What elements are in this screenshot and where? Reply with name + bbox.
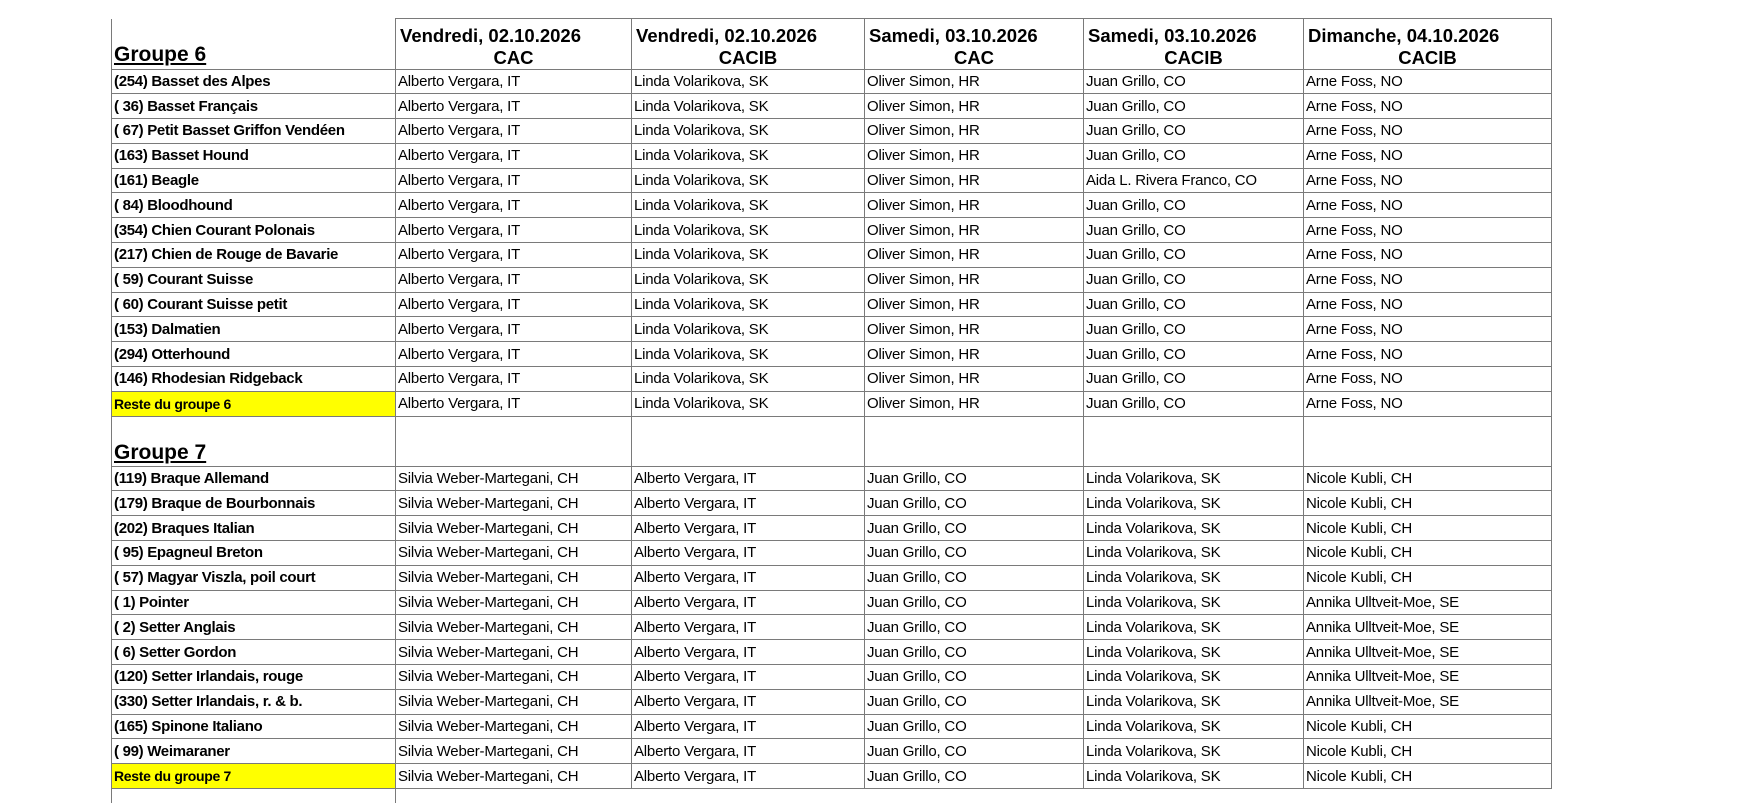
rest-of-group-cell: Reste du groupe 7	[112, 764, 396, 789]
spacer-cell	[1304, 789, 1552, 803]
spacer-cell	[865, 416, 1084, 437]
judge-cell: Linda Volarikova, SK	[1084, 739, 1304, 764]
spacer-cell	[1084, 437, 1304, 467]
spacer-cell	[112, 416, 396, 437]
judge-cell: Oliver Simon, HR	[865, 143, 1084, 168]
day-date: Vendredi, 02.10.2026	[636, 24, 818, 46]
judge-cell: Annika Ulltveit-Moe, SE	[1304, 689, 1552, 714]
table-row	[112, 267, 1552, 292]
table-row	[112, 367, 1552, 392]
group-header-row	[112, 437, 1552, 467]
judge-cell: Arne Foss, NO	[1304, 94, 1552, 119]
judge-cell: Oliver Simon, HR	[865, 218, 1084, 243]
judge-cell: Oliver Simon, HR	[865, 317, 1084, 342]
breed-cell: ( 2) Setter Anglais	[112, 615, 396, 640]
judge-cell: Oliver Simon, HR	[865, 193, 1084, 218]
breed-cell: ( 1) Pointer	[112, 590, 396, 615]
table-row	[112, 218, 1552, 243]
judge-cell: Silvia Weber-Martegani, CH	[396, 565, 632, 590]
judge-cell: Alberto Vergara, IT	[396, 391, 632, 416]
day-type: CAC	[493, 46, 534, 68]
judges-table	[111, 18, 1552, 803]
judge-cell: Alberto Vergara, IT	[396, 367, 632, 392]
judge-cell: Alberto Vergara, IT	[396, 243, 632, 268]
table-row	[112, 292, 1552, 317]
judge-cell: Linda Volarikova, SK	[1084, 665, 1304, 690]
judge-cell: Nicole Kubli, CH	[1304, 764, 1552, 789]
judge-cell: Oliver Simon, HR	[865, 391, 1084, 416]
judge-cell: Arne Foss, NO	[1304, 119, 1552, 144]
judge-cell: Juan Grillo, CO	[1084, 292, 1304, 317]
judge-cell: Juan Grillo, CO	[1084, 119, 1304, 144]
judge-cell: Linda Volarikova, SK	[1084, 615, 1304, 640]
spacer-cell	[865, 437, 1084, 467]
judge-cell: Linda Volarikova, SK	[632, 317, 865, 342]
judge-cell: Juan Grillo, CO	[865, 665, 1084, 690]
judge-cell: Oliver Simon, HR	[865, 94, 1084, 119]
breed-cell: (153) Dalmatien	[112, 317, 396, 342]
judge-cell: Juan Grillo, CO	[1084, 143, 1304, 168]
judge-cell: Juan Grillo, CO	[1084, 317, 1304, 342]
judge-cell: Arne Foss, NO	[1304, 69, 1552, 94]
spacer-cell	[632, 437, 865, 467]
table-row	[112, 491, 1552, 516]
judge-cell: Aida L. Rivera Franco, CO	[1084, 168, 1304, 193]
judge-cell: Linda Volarikova, SK	[1084, 516, 1304, 541]
judge-cell: Alberto Vergara, IT	[396, 292, 632, 317]
judge-cell: Linda Volarikova, SK	[632, 342, 865, 367]
spacer-cell	[632, 789, 865, 803]
judge-cell: Juan Grillo, CO	[865, 516, 1084, 541]
judge-cell: Nicole Kubli, CH	[1304, 714, 1552, 739]
breed-cell: ( 99) Weimaraner	[112, 739, 396, 764]
day-type: CAC	[953, 46, 995, 68]
judge-cell: Juan Grillo, CO	[1084, 391, 1304, 416]
judge-cell: Alberto Vergara, IT	[632, 689, 865, 714]
day-header-5	[1304, 19, 1552, 70]
judge-cell: Arne Foss, NO	[1304, 143, 1552, 168]
judge-cell: Juan Grillo, CO	[865, 640, 1084, 665]
judge-cell: Silvia Weber-Martegani, CH	[396, 615, 632, 640]
judge-cell: Alberto Vergara, IT	[396, 193, 632, 218]
table-row	[112, 466, 1552, 491]
judge-cell: Linda Volarikova, SK	[1084, 689, 1304, 714]
day-header-4	[1084, 19, 1304, 70]
judge-cell: Alberto Vergara, IT	[632, 565, 865, 590]
header-row	[112, 19, 1552, 70]
breed-cell: ( 67) Petit Basset Griffon Vendéen	[112, 119, 396, 144]
judge-cell: Juan Grillo, CO	[865, 565, 1084, 590]
judge-cell: Oliver Simon, HR	[865, 367, 1084, 392]
judge-cell: Alberto Vergara, IT	[632, 541, 865, 566]
judge-cell: Arne Foss, NO	[1304, 168, 1552, 193]
judges-schedule-sheet	[111, 18, 1551, 803]
judge-cell: Silvia Weber-Martegani, CH	[396, 640, 632, 665]
judge-cell: Arne Foss, NO	[1304, 243, 1552, 268]
breed-cell: ( 6) Setter Gordon	[112, 640, 396, 665]
breed-cell: (330) Setter Irlandais, r. & b.	[112, 689, 396, 714]
spacer-cell	[396, 789, 632, 803]
judge-cell: Juan Grillo, CO	[1084, 218, 1304, 243]
judge-cell: Linda Volarikova, SK	[1084, 640, 1304, 665]
judge-cell: Oliver Simon, HR	[865, 69, 1084, 94]
breed-cell: ( 60) Courant Suisse petit	[112, 292, 396, 317]
judge-cell: Alberto Vergara, IT	[632, 590, 865, 615]
judge-cell: Juan Grillo, CO	[1084, 94, 1304, 119]
judge-cell: Linda Volarikova, SK	[1084, 491, 1304, 516]
judge-cell: Oliver Simon, HR	[865, 342, 1084, 367]
table-row	[112, 119, 1552, 144]
judge-cell: Silvia Weber-Martegani, CH	[396, 714, 632, 739]
table-row	[112, 168, 1552, 193]
trailing-row	[112, 789, 1552, 803]
breed-cell: (161) Beagle	[112, 168, 396, 193]
spacer-cell	[865, 789, 1084, 803]
breed-cell: (120) Setter Irlandais, rouge	[112, 665, 396, 690]
judge-cell: Arne Foss, NO	[1304, 342, 1552, 367]
judge-cell: Juan Grillo, CO	[865, 739, 1084, 764]
judge-cell: Alberto Vergara, IT	[632, 714, 865, 739]
judge-cell: Silvia Weber-Martegani, CH	[396, 764, 632, 789]
table-row	[112, 94, 1552, 119]
day-date: Samedi, 03.10.2026	[1088, 24, 1257, 46]
judge-cell: Alberto Vergara, IT	[632, 615, 865, 640]
spacer-cell	[1304, 416, 1552, 437]
table-row	[112, 193, 1552, 218]
breed-cell: (146) Rhodesian Ridgeback	[112, 367, 396, 392]
judge-cell: Alberto Vergara, IT	[396, 143, 632, 168]
spacer-cell	[1084, 789, 1304, 803]
spacer-cell	[1084, 416, 1304, 437]
table-row	[112, 69, 1552, 94]
judge-cell: Alberto Vergara, IT	[396, 119, 632, 144]
judge-cell: Linda Volarikova, SK	[632, 119, 865, 144]
judge-cell: Alberto Vergara, IT	[396, 317, 632, 342]
spacer-cell	[632, 416, 865, 437]
judge-cell: Silvia Weber-Martegani, CH	[396, 590, 632, 615]
judge-cell: Linda Volarikova, SK	[632, 243, 865, 268]
judge-cell: Linda Volarikova, SK	[632, 193, 865, 218]
judge-cell: Linda Volarikova, SK	[632, 391, 865, 416]
judge-cell: Oliver Simon, HR	[865, 267, 1084, 292]
table-row	[112, 243, 1552, 268]
judge-cell: Juan Grillo, CO	[865, 714, 1084, 739]
judge-cell: Nicole Kubli, CH	[1304, 466, 1552, 491]
judge-cell: Alberto Vergara, IT	[396, 267, 632, 292]
judge-cell: Nicole Kubli, CH	[1304, 565, 1552, 590]
table-row	[112, 714, 1552, 739]
judge-cell: Silvia Weber-Martegani, CH	[396, 466, 632, 491]
breed-cell: (294) Otterhound	[112, 342, 396, 367]
spacer-cell	[1304, 437, 1552, 467]
judge-cell: Alberto Vergara, IT	[632, 516, 865, 541]
judge-cell: Arne Foss, NO	[1304, 367, 1552, 392]
breed-cell: (165) Spinone Italiano	[112, 714, 396, 739]
group-spacer-row	[112, 416, 1552, 437]
breed-cell: (119) Braque Allemand	[112, 466, 396, 491]
judge-cell: Juan Grillo, CO	[865, 689, 1084, 714]
table-row	[112, 565, 1552, 590]
breed-cell: ( 59) Courant Suisse	[112, 267, 396, 292]
day-header-3	[865, 19, 1084, 70]
judge-cell: Juan Grillo, CO	[1084, 69, 1304, 94]
judge-cell: Linda Volarikova, SK	[1084, 590, 1304, 615]
judge-cell: Annika Ulltveit-Moe, SE	[1304, 640, 1552, 665]
breed-cell: (163) Basset Hound	[112, 143, 396, 168]
table-row	[112, 689, 1552, 714]
judge-cell: Linda Volarikova, SK	[632, 267, 865, 292]
judge-cell: Juan Grillo, CO	[1084, 367, 1304, 392]
judge-cell: Silvia Weber-Martegani, CH	[396, 516, 632, 541]
judge-cell: Nicole Kubli, CH	[1304, 541, 1552, 566]
breed-cell: ( 84) Bloodhound	[112, 193, 396, 218]
judge-cell: Linda Volarikova, SK	[632, 94, 865, 119]
judge-cell: Silvia Weber-Martegani, CH	[396, 665, 632, 690]
table-row	[112, 317, 1552, 342]
judge-cell: Alberto Vergara, IT	[396, 218, 632, 243]
table-row	[112, 739, 1552, 764]
judge-cell: Alberto Vergara, IT	[632, 739, 865, 764]
breed-cell: (179) Braque de Bourbonnais	[112, 491, 396, 516]
judge-cell: Juan Grillo, CO	[1084, 193, 1304, 218]
group-title: Groupe 7	[112, 437, 396, 467]
judge-cell: Juan Grillo, CO	[865, 590, 1084, 615]
table-row	[112, 143, 1552, 168]
judge-cell: Nicole Kubli, CH	[1304, 516, 1552, 541]
spacer-cell	[396, 437, 632, 467]
judge-cell: Arne Foss, NO	[1304, 391, 1552, 416]
table-row	[112, 342, 1552, 367]
judge-cell: Linda Volarikova, SK	[632, 168, 865, 193]
judge-cell: Nicole Kubli, CH	[1304, 739, 1552, 764]
day-date: Dimanche, 04.10.2026	[1308, 24, 1500, 46]
day-date: Samedi, 03.10.2026	[869, 24, 1038, 46]
breed-cell: ( 36) Basset Français	[112, 94, 396, 119]
table-row	[112, 665, 1552, 690]
breed-cell: (354) Chien Courant Polonais	[112, 218, 396, 243]
judge-cell: Nicole Kubli, CH	[1304, 491, 1552, 516]
judge-cell: Alberto Vergara, IT	[396, 69, 632, 94]
judge-cell: Alberto Vergara, IT	[396, 168, 632, 193]
judge-cell: Silvia Weber-Martegani, CH	[396, 739, 632, 764]
judge-cell: Annika Ulltveit-Moe, SE	[1304, 590, 1552, 615]
judge-cell: Linda Volarikova, SK	[632, 69, 865, 94]
judge-cell: Alberto Vergara, IT	[632, 466, 865, 491]
judge-cell: Alberto Vergara, IT	[632, 764, 865, 789]
judge-cell: Arne Foss, NO	[1304, 292, 1552, 317]
judge-cell: Oliver Simon, HR	[865, 119, 1084, 144]
judge-cell: Alberto Vergara, IT	[396, 94, 632, 119]
breed-cell: (254) Basset des Alpes	[112, 69, 396, 94]
table-row	[112, 391, 1552, 416]
judge-cell: Oliver Simon, HR	[865, 168, 1084, 193]
judge-cell: Linda Volarikova, SK	[1084, 565, 1304, 590]
judge-cell: Linda Volarikova, SK	[1084, 541, 1304, 566]
judge-cell: Juan Grillo, CO	[1084, 342, 1304, 367]
judge-cell: Alberto Vergara, IT	[632, 640, 865, 665]
judge-cell: Alberto Vergara, IT	[632, 665, 865, 690]
day-header-2	[632, 19, 865, 70]
table-row	[112, 590, 1552, 615]
spacer-cell	[112, 789, 396, 803]
judge-cell: Juan Grillo, CO	[1084, 243, 1304, 268]
day-date: Vendredi, 02.10.2026	[400, 24, 582, 46]
judge-cell: Oliver Simon, HR	[865, 292, 1084, 317]
judge-cell: Juan Grillo, CO	[1084, 267, 1304, 292]
judge-cell: Arne Foss, NO	[1304, 317, 1552, 342]
group-title: Groupe 6	[112, 19, 396, 70]
breed-cell: ( 95) Epagneul Breton	[112, 541, 396, 566]
judge-cell: Alberto Vergara, IT	[396, 342, 632, 367]
judge-cell: Silvia Weber-Martegani, CH	[396, 541, 632, 566]
breed-cell: (217) Chien de Rouge de Bavarie	[112, 243, 396, 268]
day-type: CACIB	[1398, 46, 1457, 68]
table-row	[112, 640, 1552, 665]
judge-cell: Arne Foss, NO	[1304, 267, 1552, 292]
judge-cell: Linda Volarikova, SK	[632, 292, 865, 317]
judge-cell: Linda Volarikova, SK	[632, 143, 865, 168]
judge-cell: Oliver Simon, HR	[865, 243, 1084, 268]
spacer-cell	[396, 416, 632, 437]
breed-cell: ( 57) Magyar Viszla, poil court	[112, 565, 396, 590]
table-row	[112, 541, 1552, 566]
judge-cell: Linda Volarikova, SK	[632, 218, 865, 243]
judge-cell: Linda Volarikova, SK	[1084, 714, 1304, 739]
judge-cell: Juan Grillo, CO	[865, 466, 1084, 491]
rest-of-group-cell: Reste du groupe 6	[112, 391, 396, 416]
judge-cell: Juan Grillo, CO	[865, 764, 1084, 789]
table-row	[112, 764, 1552, 789]
judge-cell: Juan Grillo, CO	[865, 541, 1084, 566]
judge-cell: Linda Volarikova, SK	[1084, 466, 1304, 491]
judge-cell: Annika Ulltveit-Moe, SE	[1304, 615, 1552, 640]
judge-cell: Juan Grillo, CO	[865, 615, 1084, 640]
judge-cell: Linda Volarikova, SK	[1084, 764, 1304, 789]
day-header-1	[396, 19, 632, 70]
table-row	[112, 615, 1552, 640]
judge-cell: Linda Volarikova, SK	[632, 367, 865, 392]
day-type: CACIB	[1164, 46, 1223, 68]
judge-cell: Annika Ulltveit-Moe, SE	[1304, 665, 1552, 690]
judge-cell: Juan Grillo, CO	[865, 491, 1084, 516]
day-type: CACIB	[718, 46, 778, 68]
breed-cell: (202) Braques Italian	[112, 516, 396, 541]
judge-cell: Silvia Weber-Martegani, CH	[396, 689, 632, 714]
judge-cell: Arne Foss, NO	[1304, 218, 1552, 243]
judge-cell: Arne Foss, NO	[1304, 193, 1552, 218]
judge-cell: Alberto Vergara, IT	[632, 491, 865, 516]
judge-cell: Silvia Weber-Martegani, CH	[396, 491, 632, 516]
table-row	[112, 516, 1552, 541]
